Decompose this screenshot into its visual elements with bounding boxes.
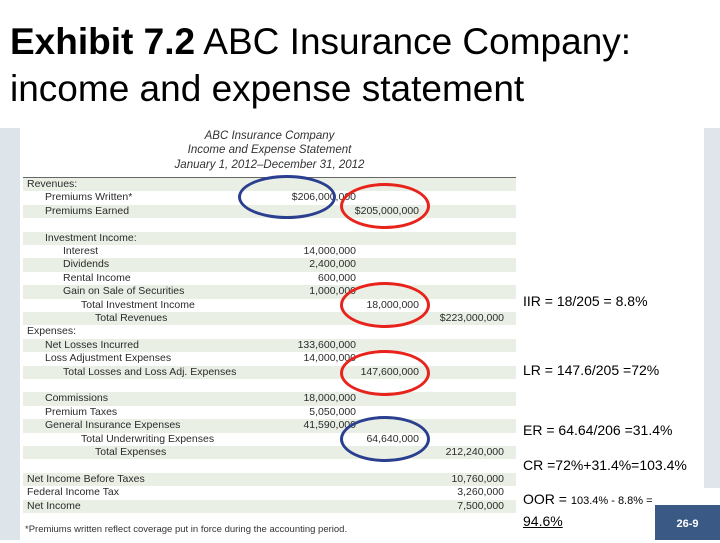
statement-row (23, 245, 516, 258)
row-amount-c3: 3,260,000 (457, 486, 504, 499)
title-text: ABC Insurance Company: income and expense statement (10, 21, 632, 109)
statement-row (23, 285, 516, 298)
statement-row (23, 366, 516, 379)
row-label: Total Investment Income (81, 298, 195, 311)
er-note: ER = 64.64/206 =31.4% (523, 422, 673, 438)
row-label: Premiums Earned (45, 204, 130, 217)
total-losses-circle (340, 350, 430, 396)
row-label: Total Underwriting Expenses (81, 432, 215, 445)
row-amount-c1: 600,000 (318, 271, 356, 284)
row-label: Net Income Before Taxes (27, 472, 145, 485)
row-amount-c1: 14,000,000 (303, 352, 356, 365)
row-amount-c3: 7,500,000 (457, 499, 504, 512)
statement-row (23, 352, 516, 365)
statement-footnote: *Premiums written reflect coverage put in force during the accounting period. (25, 524, 348, 535)
statement-name: Income and Expense Statement (187, 144, 352, 156)
row-label: Investment Income: (45, 231, 137, 244)
statement-row (23, 379, 516, 392)
cr-note: CR =72%+31.4%=103.4% (523, 457, 687, 473)
row-amount-c1: 14,000,000 (303, 245, 356, 257)
investment-income-circle (340, 282, 430, 328)
statement-company: ABC Insurance Company (204, 130, 335, 142)
oor-result: 94.6% (523, 513, 563, 529)
right-decor-strip (704, 128, 720, 488)
row-label: Net Income (27, 499, 81, 512)
statement-period: January 1, 2012–December 31, 2012 (174, 159, 365, 171)
premiums-written-circle (238, 175, 336, 219)
row-amount-c2: 18,000,000 (366, 298, 419, 311)
page-number-badge: 26-9 (655, 505, 720, 540)
row-amount-c1: 18,000,000 (303, 392, 356, 405)
row-label: General Insurance Expenses (45, 419, 181, 432)
row-amount-c3: $223,000,000 (439, 312, 504, 324)
iir-note: IIR = 18/205 = 8.8% (523, 293, 648, 309)
row-label: Premium Taxes (45, 405, 118, 418)
row-label: Total Revenues (95, 312, 168, 324)
row-amount-c3: 212,240,000 (445, 446, 504, 458)
row-label: Commissions (45, 392, 109, 405)
statement-row (23, 500, 516, 513)
statement-row (23, 325, 516, 338)
title-exhibit-label: Exhibit 7.2 (10, 21, 196, 62)
row-amount-c1: 41,590,000 (303, 419, 356, 432)
row-label: Federal Income Tax (27, 486, 120, 499)
row-label: Total Losses and Loss Adj. Expenses (63, 365, 237, 378)
slide-title (10, 18, 710, 112)
statement-row (23, 232, 516, 245)
row-label: Loss Adjustment Expenses (45, 352, 172, 365)
row-label: Net Losses Incurred (45, 338, 139, 351)
statement-row (23, 446, 516, 459)
statement-row (23, 392, 516, 405)
row-amount-c2: 147,600,000 (360, 365, 419, 378)
row-amount-c1: $206,000,000 (291, 191, 356, 204)
statement-row (23, 473, 516, 486)
row-label: Premiums Written* (45, 191, 133, 204)
row-label: Revenues: (27, 178, 78, 190)
statement-row (23, 339, 516, 352)
statement-row (23, 459, 516, 472)
row-amount-c1: 133,600,000 (297, 338, 356, 351)
statement-row (23, 419, 516, 432)
row-amount-c1: 2,400,000 (309, 258, 356, 271)
premiums-earned-circle (340, 183, 430, 229)
row-amount-c3: 10,760,000 (451, 472, 504, 485)
row-amount-c2: $205,000,000 (354, 204, 419, 217)
oor-note (523, 489, 653, 531)
statement-row (23, 299, 516, 312)
statement-row (23, 218, 516, 231)
statement-row (23, 272, 516, 285)
row-label: Interest (63, 245, 99, 257)
row-label: Gain on Sale of Securities (63, 285, 185, 298)
row-amount-c2: 64,640,000 (366, 432, 419, 445)
statement-row (23, 406, 516, 419)
row-label: Dividends (63, 258, 110, 271)
row-label: Expenses: (27, 325, 77, 338)
underwriting-expenses-circle (340, 416, 430, 462)
oor-formula: 103.4% - 8.8% = (570, 495, 653, 507)
statement-row (23, 433, 516, 446)
row-amount-c1: 1,000,000 (309, 285, 356, 298)
statement-row (23, 258, 516, 271)
oor-label: OOR = (523, 491, 567, 507)
left-decor-strip (0, 128, 20, 540)
lr-note: LR = 147.6/205 =72% (523, 362, 660, 378)
row-label: Total Expenses (95, 446, 167, 458)
row-amount-c1: 5,050,000 (309, 405, 356, 418)
row-label: Rental Income (63, 271, 131, 284)
statement-row (23, 312, 516, 325)
statement-row (23, 486, 516, 499)
